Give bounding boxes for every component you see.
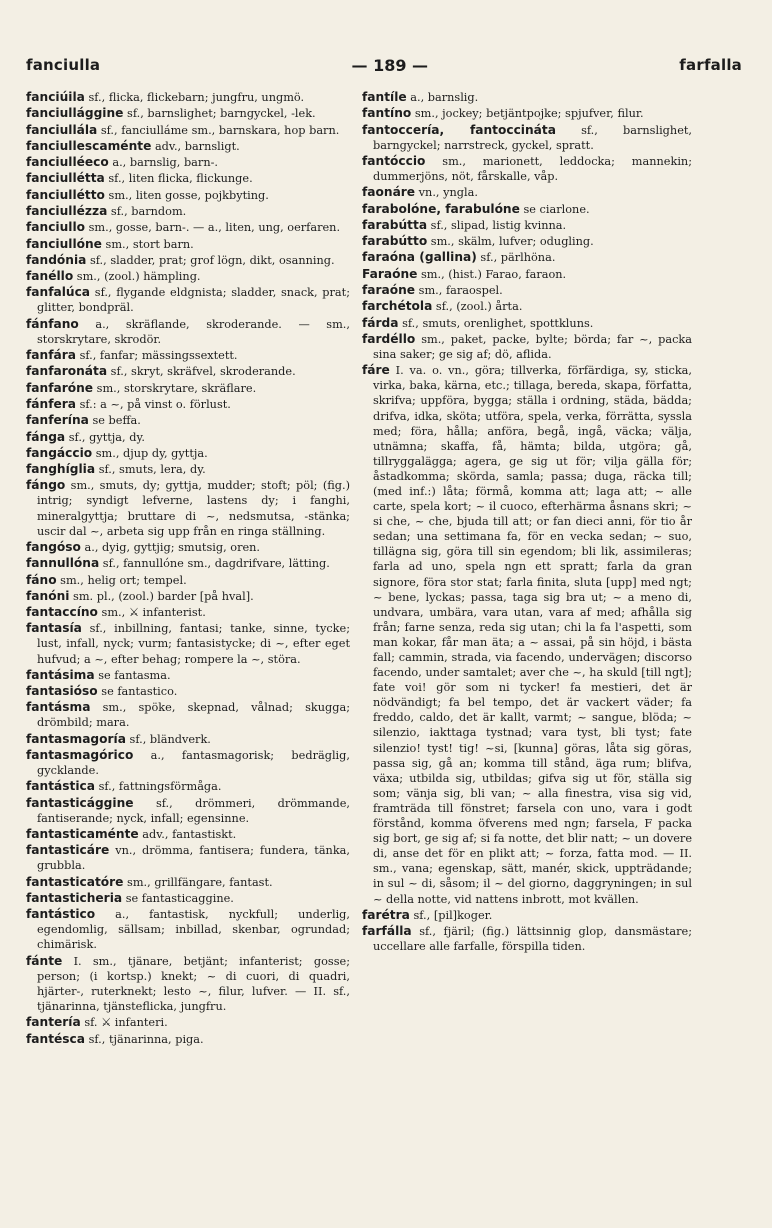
entry-definition: sf., liten flicka, flickunge. — [108, 172, 253, 186]
entry-definition: vn., drömma, fantisera; fundera, tänka, grubbla. — [37, 844, 350, 873]
entry-definition: a., barnslig, barn-. — [112, 156, 218, 170]
dictionary-entry — [362, 90, 692, 105]
entry-headword: fangáccio — [26, 445, 93, 460]
entry-headword: fantésca — [26, 1031, 85, 1046]
dictionary-entry — [26, 573, 350, 588]
entry-definition: sf. ⚔ infanteri. — [84, 1016, 168, 1030]
dictionary-entry — [26, 540, 350, 555]
entry-headword: fantástica — [26, 779, 95, 794]
entry-headword: fáno — [26, 572, 57, 587]
entry-headword: fangóso — [26, 539, 81, 554]
entry-headword: Faraóne — [362, 266, 418, 281]
dictionary-entry — [26, 155, 350, 170]
entry-definition: sf., flicka, flickebarn; jungfru, ungmö. — [88, 91, 305, 104]
dictionary-entry — [26, 1032, 350, 1047]
entry-headword: fantasticheria — [26, 891, 123, 905]
entry-definition: sf., tjänarinna, piga. — [88, 1032, 204, 1046]
dictionary-entry — [362, 234, 692, 249]
entry-definition: sf., slipad, listig kvinna. — [430, 218, 567, 232]
dictionary-entry — [26, 589, 350, 604]
entry-definition: sm., faraospel. — [418, 284, 503, 297]
dictionary-entry — [362, 202, 692, 217]
dictionary-entry — [26, 907, 350, 952]
entry-definition: sf., bländverk. — [129, 732, 211, 746]
entry-headword: fanfalúca — [26, 285, 91, 300]
entry-headword: farfálla — [362, 924, 412, 939]
entry-definition: sf., fjäril; (fig.) lättsinnig glop, dansmästare; uccellare alle farfalle, förspilla tiden. — [373, 925, 692, 954]
entry-definition: sm. pl., (zool.) barder [på hval]. — [73, 589, 254, 603]
entry-headword: farétra — [362, 907, 410, 922]
dictionary-entry — [26, 317, 350, 347]
entry-definition: sm., spöke, skepnad, vålnad; skugga; drömbild; mara. — [37, 701, 350, 730]
dictionary-entry — [362, 363, 692, 906]
entry-headword: fanghíglia — [26, 462, 96, 477]
dictionary-entry — [26, 220, 350, 235]
dictionary-entry — [26, 123, 350, 138]
dictionary-entry — [362, 908, 692, 923]
entry-definition: se fantastico. — [101, 685, 178, 699]
dictionary-entry — [362, 154, 692, 184]
dictionary-entry — [362, 218, 692, 233]
entry-definition: sf., flygande eldgnista; sladder, snack, prat; glitter, bondpräl. — [37, 286, 350, 315]
dictionary-entry — [26, 1015, 350, 1030]
dictionary-entry — [26, 478, 350, 538]
dictionary-entry — [26, 827, 350, 842]
entry-headword: fanfára — [26, 348, 76, 363]
entry-definition: vn., yngla. — [418, 186, 478, 200]
entry-headword: fantasmagórico — [26, 748, 134, 763]
entry-headword: faonáre — [362, 185, 416, 200]
dictionary-entry — [26, 684, 350, 699]
entry-definition: sf., [pil]koger. — [413, 908, 493, 922]
entry-definition: I. sm., tjänare, betjänt; infanterist; gosse; person; (i kortsp.) knekt; ~ di cuori, di quadri, hjärter-, ruterknekt; lesto ~, filur, lufver. — II. sf., tjänarinna, tjänsteflicka, jungfru. — [37, 954, 350, 1014]
entry-headword: fantasticaménte — [26, 827, 139, 842]
entry-headword: fanciulléeco — [26, 155, 109, 170]
entry-headword: fanéllo — [26, 269, 74, 284]
entry-definition: sm., marionett, leddocka; mannekin; dummerjöns, nöt, fårskalle, våp. — [373, 154, 692, 184]
entry-headword: farabútto — [362, 234, 428, 249]
entry-headword: fanóni — [26, 588, 70, 603]
dictionary-entry — [26, 446, 350, 461]
dictionary-entry — [362, 299, 692, 314]
dictionary-entry — [26, 285, 350, 315]
dictionary-entry — [362, 267, 692, 282]
entry-definition: sm., (hist.) Farao, faraon. — [420, 267, 567, 281]
dictionary-entry — [362, 123, 692, 153]
entry-headword: fantasmagoría — [26, 731, 126, 746]
entry-definition: sf., skryt, skräfvel, skroderande. — [110, 365, 296, 379]
entry-definition: a., barnslig. — [410, 91, 479, 104]
entry-headword: fánfera — [26, 396, 77, 411]
dictionary-entry — [362, 250, 692, 265]
entry-definition: sm., paket, packe, bylte; börda; far ~, packa sina saker; ge sig af; dö, aflida. — [373, 332, 692, 361]
entry-headword: fantoccería, fantoccináta — [362, 122, 556, 137]
dictionary-entry — [26, 462, 350, 477]
entry-definition: sm., (zool.) hämpling. — [76, 270, 201, 284]
dictionary-entry — [26, 90, 350, 105]
dictionary-entry — [362, 332, 692, 362]
entry-definition: sf., fanfar; mässingssextett. — [79, 349, 238, 363]
entry-headword: fárda — [362, 315, 399, 330]
entry-definition: sm., grillfängare, fantast. — [127, 875, 273, 889]
entry-definition: sf., fattningsförmåga. — [98, 780, 222, 794]
entry-definition: sm., jockey; betjäntpojke; spjufver, filur. — [414, 107, 644, 121]
dictionary-entry — [26, 605, 350, 620]
entry-headword: faraóna (gallina) — [362, 250, 477, 265]
dictionary-entry — [26, 732, 350, 747]
dictionary-entry — [26, 843, 350, 873]
entry-headword: fanciullétta — [26, 171, 105, 186]
entry-headword: fantasticággine — [26, 795, 134, 810]
entry-definition: a., dyig, gyttjig; smutsig, oren. — [84, 540, 261, 554]
entry-definition: se beffa. — [92, 414, 141, 428]
entry-definition: a., fantasmagorisk; bedräglig, gycklande. — [37, 749, 350, 778]
dictionary-entry — [26, 171, 350, 186]
dictionary-entry — [26, 269, 350, 284]
dictionary-entry — [362, 106, 692, 121]
entry-definition: I. va. o. vn., göra; tillverka, förfärdiga, sy, sticka, virka, baka, kärna, etc.; tillaga, bereda, skapa, författa, skrifva; uppföra, bygga; ställa i ordning, städa, bädda; drifva, idka, sköta; utföra, spela, verka, förrätta, syssla med; föra, hålla; anföra, begå, ingå, väcka; välja, utnämna; skaffa, få, hämta; bilda, utgöra; gå, tillryggalägga; agera, ge sig ut för; vilja gälla för; åstadkomma; skörda, samla; passa; duga, räcka till; (med inf.:) låta; förmå, komma att; laga att; ~ alle carte, spela kort; ~ il cuoco, efterhärma åsnans skri; ~ si che, ~ che, bjuda till att; or fan dieci anni, för tio år sedan; una settimana fa, för en vecka sedan; ~ suo, tillägna sig, göra till sin egendom; bli lik, assimileras; farla ad uno, spela ngn ett spratt; farla da gran signore, föra stor stat; farla finita, sluta [upp] med ngt; ~ bene, lyckas; passa, taga sig bra ut; ~ a meno di, undvara, umbära, vara utan, vara af med; afhålla sig från; farne senza, reda sig utan; chi la fa l'aspetti, som man kokar, får man äta; a ~ assai, på sin höjd, i bästa fall; cammin, strada, via facendo, undervägen; discorso facendo, under samtalet; aver che ~, ha skuld [till ngt]; fate voi! gör som ni tycker! fa mestieri, det är nödvändigt; fa bel tempo, det är vackert väder; fa freddo, caldo, det är kallt, varmt; ~ sangue, blöda; ~ silenzio, iakttaga tystnad; vara tyst, bli tyst; fate silenzio! tyst! tig! ~si, [kunna] göras, låta sig göras, passa sig, gå an; komma till stånd, äga rum; blifva, växa; utbilda sig, utbildas; gifva sig ut för, ställa sig som; vänja sig, bli van; ~ alla finestra, visa sig vid, framträda till fönstret; farsela con uno, vara i godt förstånd, komma öfverens med ngn; farsela, F packa sig bort, ge sig af; si fa notte, det blir natt; ~ un dovere di, anse det för en plikt att; ~ forza, fatta mod. — II. sm., vana; egenskap, sätt, manér, skick, uppträdande; in sul ~ di, såsom; il ~ del giorno, daggryningen; in sul ~ della notte, vid nattens inbrott, mot kvällen. — [373, 364, 692, 906]
entry-headword: fannullóna — [26, 556, 100, 571]
right-column — [362, 90, 692, 1138]
entry-definition: a., fantastisk, nyckfull; underlig, egendomlig, sällsam; inbillad, skenbar, ogrundad; chimärisk. — [37, 908, 350, 952]
dictionary-entry — [26, 204, 350, 219]
entry-definition: sf., barnslighet; barngyckel, -lek. — [127, 107, 316, 121]
entry-definition: sm., storskrytare, skräflare. — [96, 381, 257, 395]
dictionary-entry — [26, 621, 350, 666]
entry-headword: fanciullescaménte — [26, 138, 152, 153]
dictionary-entry — [26, 875, 350, 890]
entry-headword: fánga — [26, 429, 66, 444]
dictionary-entry — [26, 364, 350, 379]
dictionary-entry — [362, 924, 692, 954]
dictionary-entry — [26, 253, 350, 268]
dictionary-entry — [26, 381, 350, 396]
entry-headword: fanciullo — [26, 220, 86, 235]
entry-definition: sf., (zool.) årta. — [435, 300, 523, 314]
entry-headword: fanciullétto — [26, 187, 105, 202]
entry-headword: fanfaronáta — [26, 364, 108, 379]
left-column — [26, 90, 350, 1138]
dictionary-entry — [26, 430, 350, 445]
dictionary-entry — [26, 700, 350, 730]
entry-headword: fantasióso — [26, 684, 98, 699]
entry-definition: adv., barnsligt. — [154, 139, 240, 153]
entry-headword: fanciullála — [26, 122, 98, 137]
entry-definition: sm., djup dy, gyttja. — [95, 446, 208, 460]
entry-definition: sf., barndom. — [110, 204, 187, 218]
dictionary-entry — [26, 397, 350, 412]
entry-definition: sm., liten gosse, pojkbyting. — [108, 188, 269, 202]
entry-definition: sm., stort barn. — [105, 237, 194, 251]
dictionary-entry — [26, 237, 350, 252]
entry-headword: farabolóne, farabulóne — [362, 201, 520, 216]
entry-definition: a., skräflande, skroderande. — sm., storskrytare, skrodör. — [37, 317, 350, 346]
entry-definition: se ciarlone. — [523, 202, 590, 216]
dictionary-entry — [26, 796, 350, 826]
dictionary-entry — [26, 348, 350, 363]
entry-headword: fantasticatóre — [26, 874, 124, 889]
entry-headword: fáre — [362, 363, 390, 378]
entry-headword: farabútta — [362, 217, 428, 232]
right-running-headword: farfalla — [679, 56, 742, 74]
dictionary-entry — [26, 106, 350, 121]
page-header — [26, 52, 742, 78]
entry-headword: faraóne — [362, 283, 416, 297]
entry-headword: fanferína — [26, 413, 89, 428]
entry-definition: sf., fannullóne sm., dagdrifvare, lätting. — [102, 557, 330, 571]
entry-definition: sf., drömmeri, drömmande, fantiserande; nyck, infall; egensinne. — [37, 796, 350, 825]
entry-headword: fantíno — [362, 106, 412, 121]
entry-definition: sf., inbillning, fantasi; tanke, sinne, tycke; lust, infall, nyck; vurm; fantasistycke; di ~, efter eget hufvud; a ~, efter behag; rompere la ~, störa. — [37, 622, 350, 666]
dictionary-entry — [26, 556, 350, 571]
entry-definition: sf., smuts, orenlighet, spottkluns. — [402, 316, 594, 330]
dictionary-entry — [26, 748, 350, 778]
entry-definition: sf., barnslighet, barngyckel; narrstreck, gyckel, spratt. — [373, 123, 692, 152]
entry-definition: sm., smuts, dy; gyttja, mudder; stoft; pöl; (fig.) intrig; syndigt lefverne, lastens dy; i fanghi, mineralgyttja; bruttare di ~, nedsmutsa, -stänka; uscir dal ~, arbeta sig upp från en ringa ställning. — [37, 479, 350, 538]
entry-headword: fantaccíno — [26, 605, 98, 620]
entry-headword: fanciullézza — [26, 203, 108, 218]
entry-headword: fantásima — [26, 667, 95, 682]
entry-headword: fantería — [26, 1015, 81, 1030]
page-number: — 189 — — [351, 55, 429, 75]
dictionary-entry — [26, 891, 350, 906]
entry-definition: sf., smuts, lera, dy. — [98, 463, 206, 477]
entry-headword: fanfaróne — [26, 380, 94, 395]
entry-headword: fángo — [26, 478, 66, 493]
entry-headword: fanciúila — [26, 90, 85, 104]
entry-headword: fánte — [26, 953, 63, 968]
dictionary-entry — [26, 779, 350, 794]
entry-headword: fantíle — [362, 90, 407, 104]
entry-definition: se fantasticaggine. — [125, 892, 234, 905]
dictionary-entry — [362, 185, 692, 200]
entry-definition: sm., ⚔ infanterist. — [101, 606, 206, 620]
entry-definition: sm., skälm, lufver; odugling. — [430, 235, 594, 249]
entry-definition: sf., sladder, prat; grof lögn, dikt, osanning. — [89, 253, 335, 267]
entry-headword: farchétola — [362, 299, 433, 314]
entry-headword: fantasticáre — [26, 843, 110, 858]
left-running-headword: fanciulla — [26, 56, 101, 74]
entry-definition: sf.: a ~, på vinst o. förlust. — [79, 397, 231, 411]
entry-headword: fanciullággine — [26, 106, 124, 121]
dictionary-entry — [362, 283, 692, 298]
entry-headword: fandónia — [26, 252, 87, 267]
entry-headword: fánfano — [26, 316, 79, 331]
entry-definition: sf., fanciulláme sm., barnskara, hop barn. — [100, 123, 340, 137]
dictionary-entry — [26, 413, 350, 428]
entry-definition: sm., gosse, barn-. — a., liten, ung, oerfaren. — [88, 221, 341, 235]
entry-definition: sm., helig ort; tempel. — [60, 573, 187, 587]
entry-definition: sf., pärlhöna. — [480, 251, 556, 265]
dictionary-entry — [26, 954, 350, 1014]
entry-headword: fantástico — [26, 907, 96, 922]
entry-definition: adv., fantastiskt. — [142, 828, 237, 842]
entry-headword: fantasía — [26, 621, 82, 636]
entry-headword: fantóccio — [362, 153, 426, 168]
entry-headword: fantásma — [26, 700, 91, 715]
dictionary-entry — [26, 139, 350, 154]
entry-definition: sf., gyttja, dy. — [68, 430, 145, 444]
entry-headword: fanciullóne — [26, 236, 102, 251]
entry-headword: fardéllo — [362, 331, 416, 346]
dictionary-entry — [26, 188, 350, 203]
entry-definition: se fantasma. — [98, 668, 171, 682]
dictionary-entry — [362, 316, 692, 331]
dictionary-entry — [26, 668, 350, 683]
